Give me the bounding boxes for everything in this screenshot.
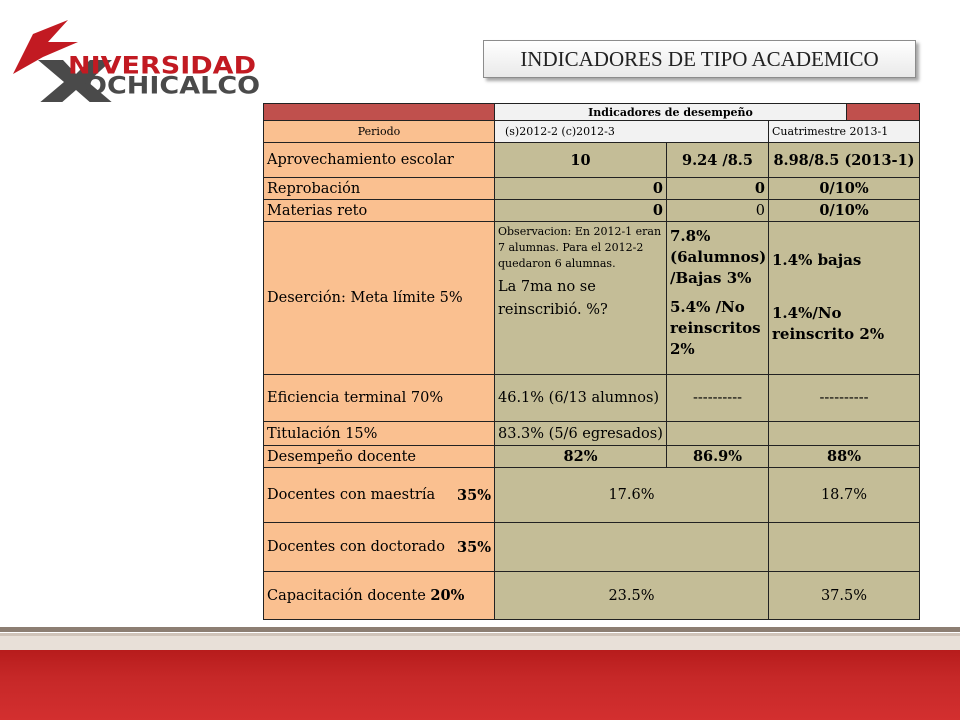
cell-value: 37.5%	[769, 572, 920, 620]
row-label: Docentes con maestría	[267, 486, 436, 503]
row-label: Desempeño docente	[264, 446, 495, 468]
row-label: Docentes con doctorado	[267, 538, 445, 555]
row-label: Deserción: Meta límite 5%	[264, 222, 495, 375]
desercion-cell-2	[667, 222, 769, 375]
table-row	[264, 446, 920, 468]
table-row	[264, 523, 920, 572]
row-label-cell	[264, 523, 495, 572]
row-label-cell	[264, 468, 495, 523]
table-header-row	[264, 104, 920, 121]
cell-value: 18.7%	[769, 468, 920, 523]
cell-value: 46.1% (6/13 alumnos)	[495, 375, 667, 422]
observation-note: Observacion: En 2012-1 eran 7 alumnas. Para el 2012-2 quedaron 6 alumnas.	[498, 225, 662, 270]
cell-value: 0/10%	[769, 200, 920, 222]
desercion-value-a: 7.8% (6alumnos) /Bajas 3%	[670, 227, 767, 287]
table-row	[264, 572, 920, 620]
cell-value: 83.3% (5/6 egresados)	[495, 422, 667, 446]
row-label: Periodo	[264, 121, 495, 143]
cell-value: 82%	[495, 446, 667, 468]
cell-value: 9.24 /8.5	[667, 143, 769, 178]
footer-divider	[0, 627, 960, 632]
table-row	[264, 222, 920, 375]
observation-cell	[495, 222, 667, 375]
row-goal: 35%	[457, 538, 491, 556]
logo-text-bottom: OCHICALCO	[84, 72, 261, 100]
slide-title-box	[483, 40, 916, 78]
row-label: Eficiencia terminal 70%	[264, 375, 495, 422]
cell-value: 0	[667, 178, 769, 200]
cell-value: 0	[495, 200, 667, 222]
row-label: Capacitación docente	[267, 588, 426, 604]
table-row	[264, 178, 920, 200]
table-row	[264, 143, 920, 178]
period-2: Cuatrimestre 2013-1	[769, 121, 920, 143]
table-header: Indicadores de desempeño	[495, 104, 847, 121]
desercion-value-c: 1.4% bajas	[772, 251, 862, 269]
table-row	[264, 468, 920, 523]
period-1: (s)2012-2 (c)2012-3	[495, 121, 769, 143]
cell-value: 10	[495, 143, 667, 178]
desercion-value-b: 5.4% /No reinscritos 2%	[670, 298, 761, 358]
footer-gap	[0, 636, 960, 650]
cell-value: 23.5%	[495, 572, 769, 620]
table-row	[264, 121, 920, 143]
desercion-cell-3	[769, 222, 920, 375]
cell-value: 0	[667, 200, 769, 222]
cell-value: 86.9%	[667, 446, 769, 468]
desercion-value-d: 1.4%/No reinscrito 2%	[772, 304, 885, 343]
cell-value: 0/10%	[769, 178, 920, 200]
indicators-table	[263, 103, 920, 620]
table-row	[264, 422, 920, 446]
cell-value: 8.98/8.5 (2013-1)	[769, 143, 920, 178]
observation-question: La 7ma no se reinscribió. %?	[498, 279, 608, 318]
row-label-cell	[264, 572, 495, 620]
cell-value: ----------	[769, 375, 920, 422]
university-logo	[8, 12, 278, 102]
row-label: Aprovechamiento escolar	[264, 143, 495, 178]
cell-value: ----------	[667, 375, 769, 422]
logo-text-top: NIVERSIDAD	[68, 52, 256, 80]
row-goal: 35%	[457, 486, 491, 504]
cell-value: 0	[495, 178, 667, 200]
cell-value: 88%	[769, 446, 920, 468]
cell-value: 17.6%	[495, 468, 769, 523]
table-row	[264, 200, 920, 222]
table-row	[264, 375, 920, 422]
row-label: Materias reto	[264, 200, 495, 222]
slide-title: INDICADORES DE TIPO ACADEMICO	[520, 46, 879, 71]
row-label: Titulación 15%	[264, 422, 495, 446]
row-label: Reprobación	[264, 178, 495, 200]
footer-band	[0, 650, 960, 720]
row-goal: 20%	[430, 587, 465, 604]
